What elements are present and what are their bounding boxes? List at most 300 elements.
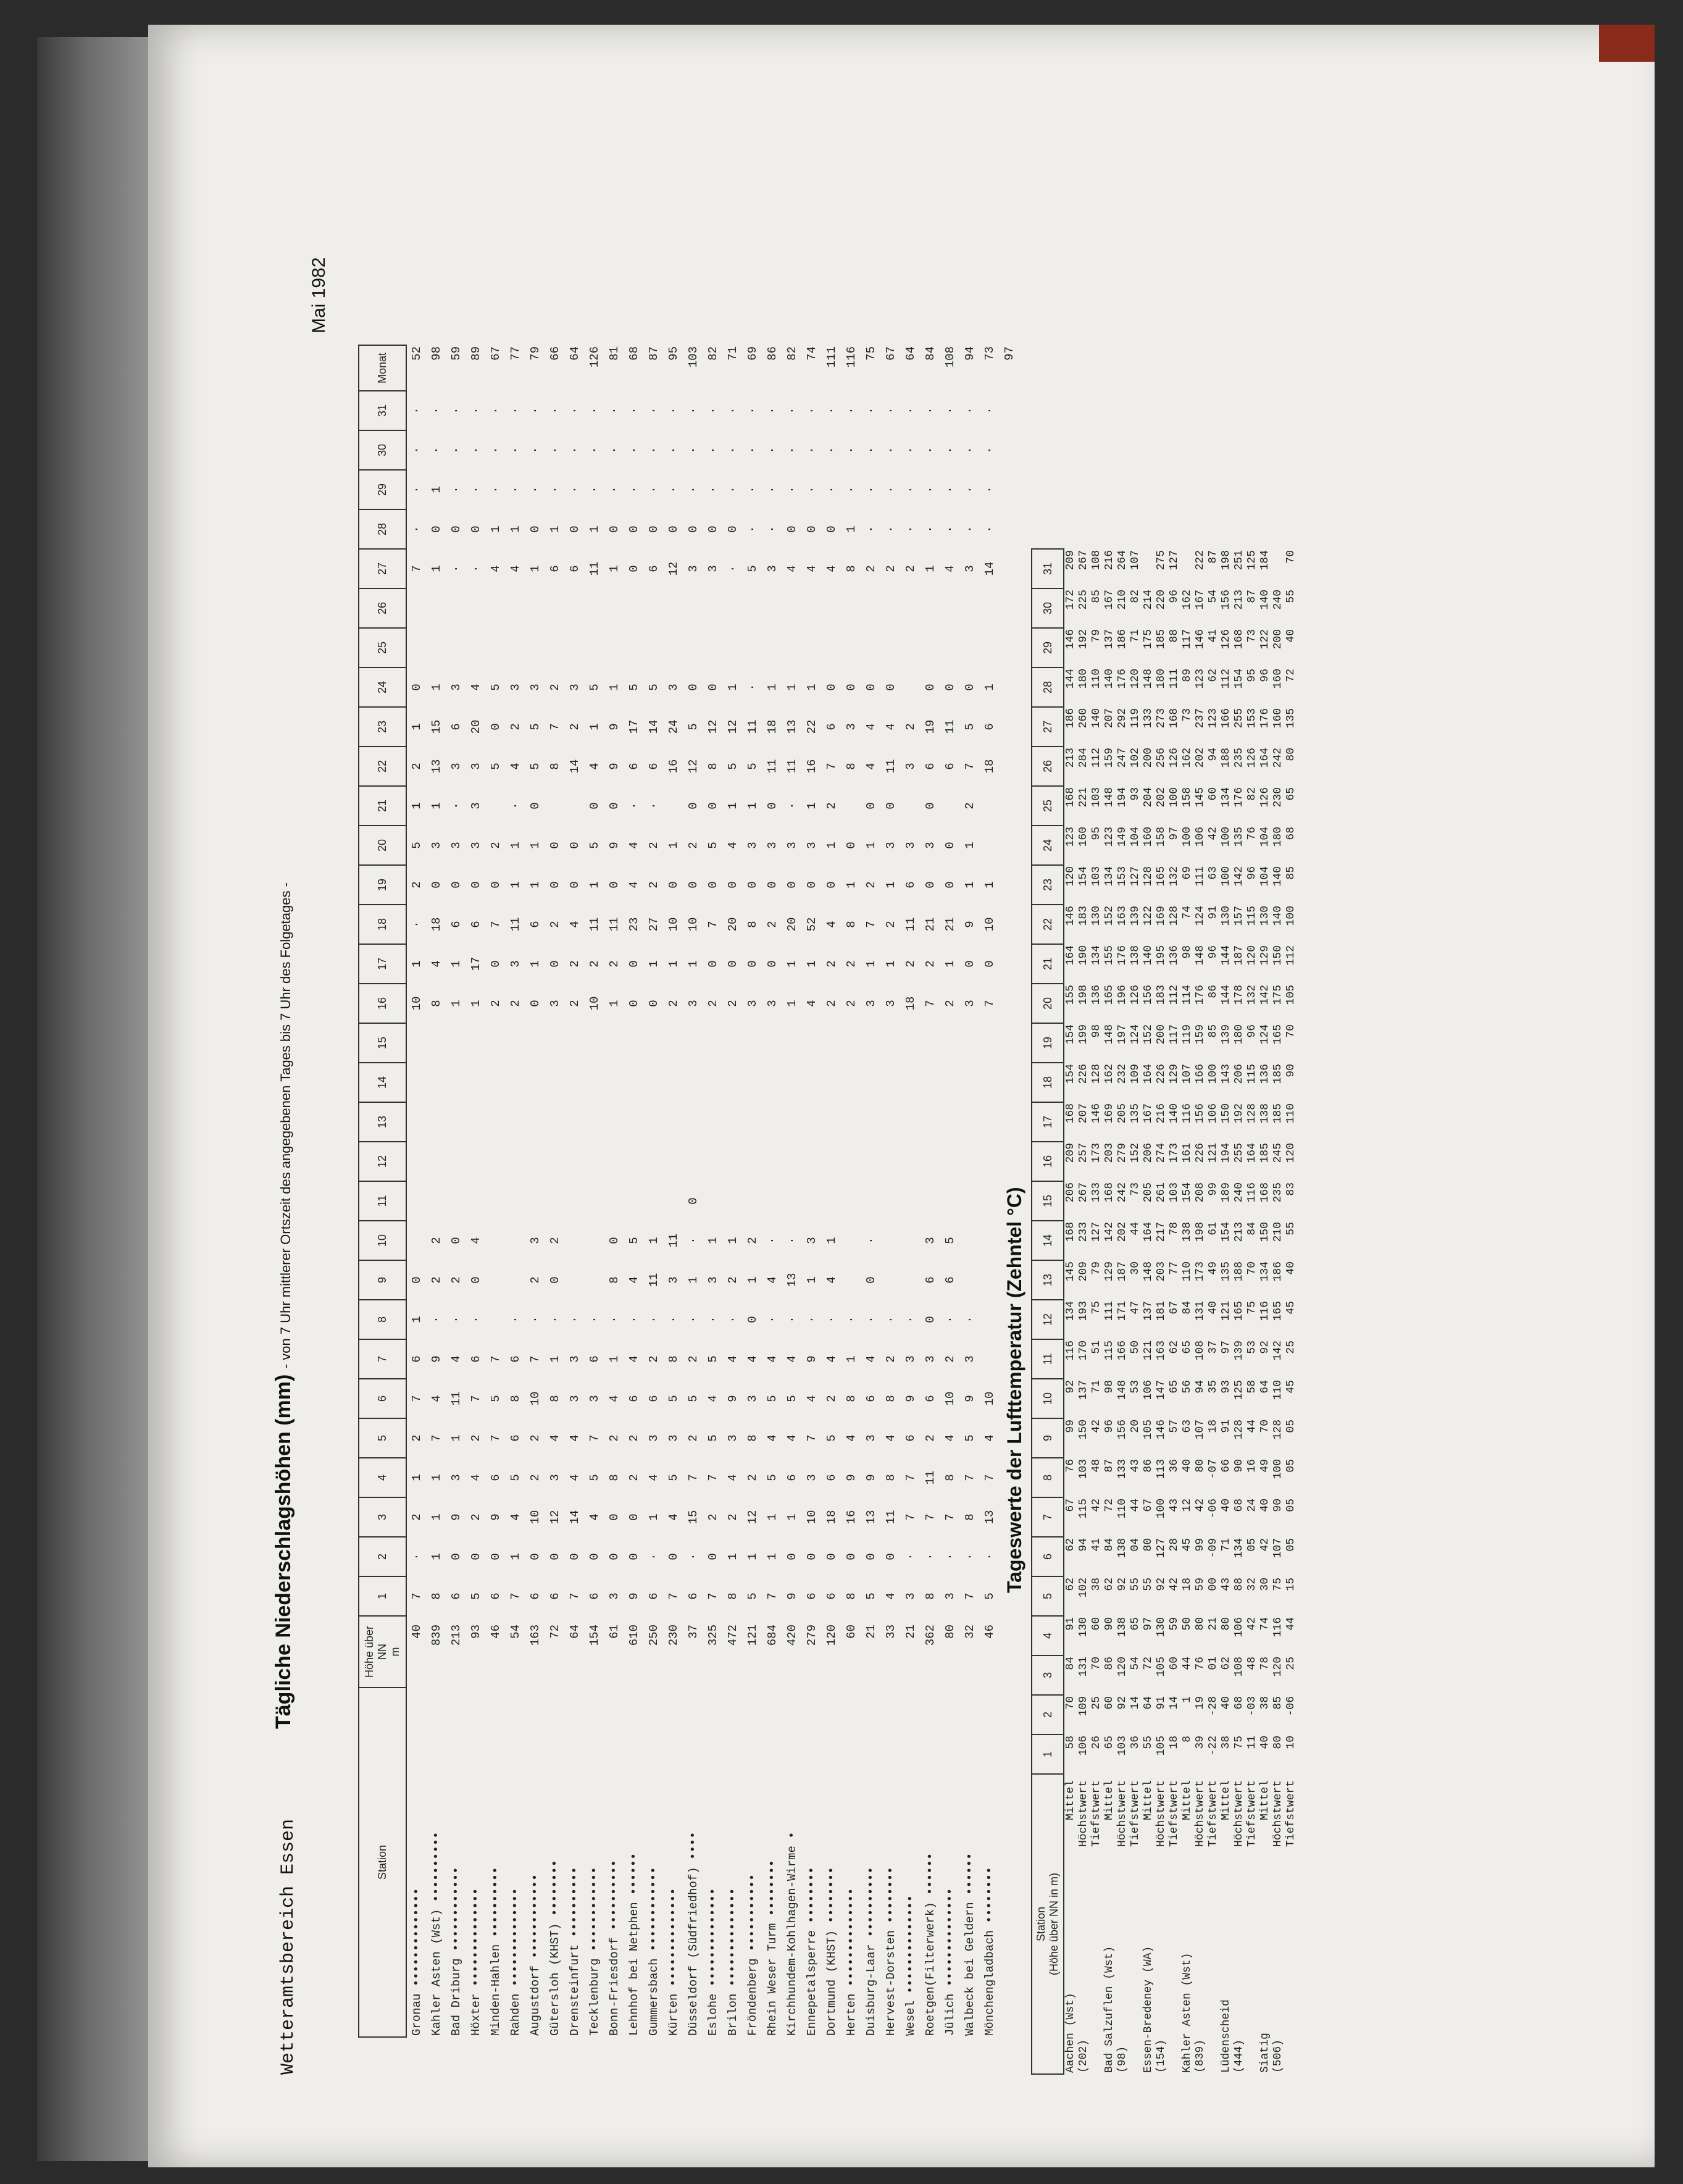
precip-value: [585, 1221, 604, 1260]
precip-value: [901, 628, 921, 667]
precip-month-total: 97: [1003, 346, 1016, 361]
precip-value: ·: [785, 1237, 799, 1244]
temp-value: 40: [1220, 1696, 1232, 1710]
precip-value: [881, 1102, 901, 1142]
temp-row: [1246, 549, 1259, 2074]
precip-col-day: 24: [359, 667, 406, 707]
precip-value: 5: [509, 1474, 522, 1481]
temp-value: 130: [1259, 906, 1271, 926]
precip-value: 6: [588, 1592, 601, 1600]
precip-value: 6: [647, 1395, 661, 1402]
temp-value: 15: [1285, 1578, 1297, 1591]
precip-value: 3: [924, 1355, 937, 1363]
temp-value: 112: [1090, 748, 1103, 768]
precip-value: 0: [687, 1197, 700, 1205]
precip-value: 11: [785, 759, 799, 774]
temp-value: 156: [1142, 985, 1155, 1005]
precip-value: 20: [726, 917, 740, 932]
precip-value: [466, 1063, 486, 1102]
precip-value: [802, 1063, 822, 1102]
precip-value: 0: [864, 1276, 878, 1284]
precip-value: 6: [588, 1355, 601, 1363]
precip-value: [980, 1339, 1000, 1379]
temp-value: 50: [1181, 1617, 1193, 1631]
precip-value: 1: [430, 802, 443, 810]
precip-value: [565, 1102, 585, 1142]
precip-value: 4: [825, 565, 838, 572]
precip-value: 2: [884, 921, 898, 928]
precip-station-name: Fröndenberg •••••••••••: [746, 1873, 759, 2036]
temp-value: 145: [1064, 1261, 1077, 1282]
precip-value: [822, 628, 842, 667]
precip-value: 8: [608, 1474, 621, 1481]
temp-value: 123: [1103, 827, 1116, 847]
temp-value: 136: [1168, 945, 1180, 966]
precip-value: [822, 1023, 842, 1063]
precip-value: [446, 1102, 466, 1142]
precip-month-total: 87: [647, 346, 661, 361]
temp-value: 85: [1272, 1696, 1284, 1710]
precip-value: 5: [766, 1395, 779, 1402]
precip-station-name: Gummersbach ••••••••••••: [647, 1867, 661, 2036]
precip-value: 6: [647, 763, 661, 770]
precip-value: ·: [746, 446, 759, 454]
precip-value: 4: [943, 1434, 957, 1442]
precip-value: ·: [726, 565, 740, 572]
precip-value: ·: [785, 407, 799, 414]
temp-value: 225: [1077, 590, 1090, 610]
precip-value: 1: [430, 1474, 443, 1481]
precip-value: 3: [845, 723, 858, 730]
temp-value: 149: [1116, 827, 1129, 847]
precip-value: 0: [943, 684, 957, 691]
temp-value: 148: [1194, 945, 1206, 966]
precip-value: ·: [588, 486, 601, 493]
temp-station: [1090, 1886, 1103, 2074]
temp-value: 45: [1285, 1380, 1297, 1394]
temp-value: 264: [1116, 550, 1129, 571]
temp-value: 144: [1220, 985, 1232, 1005]
precip-value: 1: [430, 565, 443, 572]
precip-value: 3: [528, 684, 542, 691]
precip-value: 0: [924, 684, 937, 691]
temp-value: 232: [1116, 1064, 1129, 1084]
precip-value: [842, 628, 861, 667]
precip-value: [644, 1142, 664, 1181]
precip-value: [782, 628, 802, 667]
temp-value: 53: [1129, 1380, 1142, 1394]
precip-value: [545, 628, 565, 667]
temp-value: 43: [1220, 1578, 1232, 1591]
precip-station-height: 80: [943, 1625, 957, 1639]
temp-value: 41: [1207, 629, 1219, 643]
precip-row: [683, 345, 703, 2037]
temp-row: [1168, 549, 1181, 2074]
temp-col-day: 19: [1032, 1023, 1064, 1063]
precip-value: 1: [410, 1316, 424, 1323]
precip-value: [624, 628, 644, 667]
precip-station-name: Walbeck bei Geldern ••••••: [963, 1852, 977, 2036]
precip-value: 8: [845, 565, 858, 572]
precip-value: ·: [963, 1553, 977, 1560]
precip-value: 3: [963, 1355, 977, 1363]
temp-value: 138: [1129, 945, 1142, 966]
temp-value: 128: [1272, 1420, 1284, 1440]
temp-value: 111: [1103, 1301, 1116, 1321]
temp-value: 103: [1168, 1182, 1180, 1203]
temp-value: 65: [1285, 787, 1297, 801]
temp-value: 16: [1246, 1459, 1258, 1473]
precip-value: 5: [746, 763, 759, 770]
temp-value: 55: [1129, 1578, 1142, 1591]
precip-month-total: 74: [805, 346, 819, 361]
precip-value: 11: [608, 917, 621, 932]
temp-value: 01: [1207, 1657, 1219, 1670]
precip-value: 4: [845, 1434, 858, 1442]
precip-value: 4: [568, 1474, 582, 1481]
temp-value: 168: [1168, 708, 1180, 729]
precip-value: 0: [528, 1000, 542, 1007]
precip-month-total: 95: [667, 346, 680, 361]
precip-value: [842, 1260, 861, 1300]
precip-value: 2: [746, 1474, 759, 1481]
precip-value: ·: [410, 525, 424, 533]
precip-value: 3: [509, 684, 522, 691]
temp-value: 62: [1207, 669, 1219, 682]
precip-value: [545, 1181, 565, 1221]
precip-value: 3: [864, 1434, 878, 1442]
precip-value: ·: [766, 1237, 779, 1244]
precip-value: ·: [667, 1316, 680, 1323]
temp-value: 139: [1129, 906, 1142, 926]
temp-value: 114: [1181, 985, 1193, 1005]
precip-value: 4: [489, 565, 503, 572]
temp-value: 42: [1168, 1578, 1180, 1591]
precip-value: 7: [864, 921, 878, 928]
precip-value: 3: [746, 1395, 759, 1402]
temp-value: 96: [1259, 669, 1271, 682]
temp-value: 257: [1077, 1143, 1090, 1163]
precip-value: 27: [647, 917, 661, 932]
precip-value: 8: [963, 1513, 977, 1521]
precip-value: 2: [884, 565, 898, 572]
temp-value: 164: [1259, 748, 1271, 768]
precip-value: [644, 1102, 664, 1142]
temp-col-station: [1032, 1774, 1064, 2074]
precip-station-name: Höxter ••••••••••••••: [469, 1888, 483, 2036]
precip-value: ·: [785, 1316, 799, 1323]
precip-value: [881, 1023, 901, 1063]
precip-station-height: 420: [785, 1625, 799, 1646]
precip-value: ·: [943, 1553, 957, 1560]
precip-value: ·: [687, 407, 700, 414]
temp-value: 131: [1194, 1301, 1206, 1321]
precip-value: 4: [647, 1474, 661, 1481]
precip-value: [980, 1300, 1000, 1339]
precip-value: [703, 1063, 723, 1102]
precip-value: 0: [410, 684, 424, 691]
temp-value: 209: [1077, 1261, 1090, 1282]
temp-value: 73: [1246, 629, 1258, 643]
temp-value: 116: [1259, 1301, 1271, 1321]
temp-col-day: 8: [1032, 1458, 1064, 1497]
precip-col-day: 18: [359, 905, 406, 944]
precip-value: 0: [785, 525, 799, 533]
precip-value: ·: [528, 446, 542, 454]
precip-value: 0: [528, 802, 542, 810]
precip-row: [545, 345, 565, 2037]
precip-value: 4: [766, 1434, 779, 1442]
precip-col-day: 17: [359, 944, 406, 984]
precip-value: 0: [805, 525, 819, 533]
precip-value: [802, 1102, 822, 1142]
precip-value: 5: [528, 723, 542, 730]
precip-row: [743, 345, 762, 2037]
precip-value: ·: [647, 802, 661, 810]
temp-value: 166: [1220, 708, 1232, 729]
precip-station-name: Gronau ••••••••••••••: [410, 1888, 424, 2036]
precip-table: [358, 345, 1019, 2038]
temp-value: 130: [1090, 906, 1103, 926]
temp-value: 153: [1246, 708, 1258, 729]
temp-station: Aachen (Wst): [1064, 1993, 1077, 2073]
precip-value: 16: [845, 1510, 858, 1525]
precip-value: 6: [469, 921, 483, 928]
precip-value: [624, 588, 644, 628]
precip-value: 4: [864, 723, 878, 730]
temp-value: 97: [1142, 1617, 1155, 1631]
temp-value: 171: [1116, 1301, 1129, 1321]
precip-value: ·: [825, 446, 838, 454]
temp-value: 140: [1259, 590, 1271, 610]
precip-value: 0: [608, 881, 621, 889]
precip-value: 2: [884, 1355, 898, 1363]
temp-value: 202: [1155, 787, 1167, 808]
precip-station-height: 46: [489, 1625, 503, 1639]
temp-value: 138: [1259, 1103, 1271, 1124]
precip-col-day: 2: [359, 1537, 406, 1576]
precip-value: ·: [627, 407, 641, 414]
temp-value: 261: [1155, 1182, 1167, 1203]
precip-value: [585, 588, 604, 628]
precip-station-name: Augustdorf ••••••••••••: [528, 1873, 542, 2036]
precip-value: 5: [489, 763, 503, 770]
precip-value: [506, 1102, 525, 1142]
precip-value: 2: [864, 881, 878, 889]
precip-value: 9: [845, 1474, 858, 1481]
precip-value: ·: [588, 1316, 601, 1323]
precip-value: 0: [943, 842, 957, 849]
temp-value: 44: [1129, 1499, 1142, 1512]
temp-value: 80: [1194, 1459, 1206, 1473]
temp-value: 97: [1168, 827, 1180, 840]
precip-value: 2: [825, 960, 838, 968]
precip-value: 0: [687, 802, 700, 810]
precip-value: 0: [430, 881, 443, 889]
temp-value: 38: [1220, 1736, 1232, 1749]
precip-value: 2: [943, 1000, 957, 1007]
precip-value: 21: [924, 917, 937, 932]
precip-value: [486, 1221, 506, 1260]
temp-col-day: 25: [1032, 786, 1064, 826]
temp-value: -03: [1246, 1696, 1258, 1717]
precip-value: 2: [825, 1395, 838, 1402]
precip-value: 7: [548, 723, 562, 730]
temp-value: 124: [1129, 1024, 1142, 1045]
precip-value: 7: [469, 1395, 483, 1402]
temp-value: 100: [1220, 827, 1232, 847]
precip-value: 0: [627, 1553, 641, 1560]
precip-station-height: 21: [864, 1625, 878, 1639]
precip-value: 2: [430, 1276, 443, 1284]
temp-value: 167: [1142, 1103, 1155, 1124]
precip-value: 11: [884, 1510, 898, 1525]
precip-value: 8: [884, 1395, 898, 1402]
temp-value: 108: [1233, 1657, 1245, 1677]
precip-value: ·: [706, 486, 720, 493]
precip-value: 2: [825, 802, 838, 810]
precip-col-day: 31: [359, 391, 406, 430]
temp-value: 107: [1129, 550, 1142, 571]
precip-month-total: 73: [983, 346, 996, 361]
temp-value: 38: [1090, 1578, 1103, 1591]
precip-value: 1: [785, 1000, 799, 1007]
precip-value: ·: [864, 407, 878, 414]
temp-value: 128: [1168, 906, 1180, 926]
temp-value: 240: [1272, 590, 1284, 610]
precip-value: ·: [963, 407, 977, 414]
precip-value: [703, 628, 723, 667]
temp-value: 96: [1103, 1420, 1116, 1433]
precip-value: [683, 1063, 703, 1102]
precip-empty-cell: [1000, 470, 1019, 509]
precip-value: 0: [726, 525, 740, 533]
temp-value: 194: [1116, 787, 1129, 808]
temp-value: 130: [1077, 1617, 1090, 1638]
precip-value: [842, 588, 861, 628]
precip-value: 9: [963, 1395, 977, 1402]
precip-value: 5: [627, 684, 641, 691]
precip-value: [525, 1181, 545, 1221]
precip-value: 0: [449, 1237, 463, 1244]
temp-value: 161: [1181, 1143, 1193, 1163]
temp-kind: Höchstwert: [1116, 1780, 1129, 1847]
precip-value: 7: [983, 1000, 996, 1007]
temp-value: 158: [1181, 787, 1193, 808]
temp-value: 157: [1233, 906, 1245, 926]
precip-value: [881, 1142, 901, 1181]
temp-value: 156: [1194, 1103, 1206, 1124]
precip-row: [901, 345, 921, 2037]
precip-station-name: Jülich ••••••••••••••: [943, 1888, 957, 2036]
temp-value: 85: [1207, 1024, 1219, 1038]
precip-value: 0: [548, 881, 562, 889]
precip-value: 12: [706, 719, 720, 734]
temp-value: 70: [1285, 550, 1297, 564]
precip-value: [486, 1260, 506, 1300]
precip-value: 2: [568, 1000, 582, 1007]
precip-value: 0: [687, 881, 700, 889]
precip-value: ·: [528, 1316, 542, 1323]
precip-value: 10: [983, 917, 996, 932]
precip-station-name: Mönchengladbach ••••••••: [983, 1867, 996, 2036]
temp-value: 164: [1064, 945, 1077, 966]
precip-value: 8: [845, 763, 858, 770]
precip-value: 0: [608, 1553, 621, 1560]
precip-month-total: 103: [687, 346, 700, 368]
precip-value: [960, 1023, 980, 1063]
precip-value: 1: [726, 1237, 740, 1244]
temp-col-station-text: Station: [1035, 1906, 1047, 1942]
precip-value: 1: [528, 842, 542, 849]
precip-value: [822, 588, 842, 628]
precip-row: [466, 345, 486, 2037]
temp-value: 61: [1207, 1222, 1219, 1236]
precip-value: ·: [904, 446, 917, 454]
precip-station-height: 72: [548, 1625, 562, 1639]
precip-value: ·: [430, 407, 443, 414]
precip-value: 3: [805, 842, 819, 849]
precip-value: 3: [884, 842, 898, 849]
precip-value: 4: [825, 1355, 838, 1363]
precip-value: 14: [983, 561, 996, 576]
precip-value: 9: [489, 1513, 503, 1521]
precip-value: ·: [924, 446, 937, 454]
temp-value: 122: [1142, 906, 1155, 926]
temp-value: 194: [1220, 1143, 1232, 1163]
temp-value: 106: [1207, 1103, 1219, 1124]
precip-value: [624, 1063, 644, 1102]
precip-col-day: 3: [359, 1497, 406, 1537]
precip-value: 3: [430, 842, 443, 849]
temp-value: 69: [1181, 866, 1193, 880]
precip-value: 1: [410, 960, 424, 968]
temp-value: 77: [1168, 1261, 1180, 1275]
temp-value: 100: [1181, 827, 1193, 847]
precip-value: 1: [687, 960, 700, 968]
temp-row: [1233, 549, 1246, 2074]
precip-station-name: Düsseldorf (Südfriedhof) ••••: [687, 1831, 700, 2036]
precip-value: [980, 1063, 1000, 1102]
precip-value: ·: [509, 486, 522, 493]
precip-value: 1: [608, 1000, 621, 1007]
temp-value: 150: [1259, 1222, 1271, 1242]
temp-col-day: 6: [1032, 1537, 1064, 1576]
precip-value: 4: [469, 1237, 483, 1244]
temp-value: 199: [1077, 1024, 1090, 1045]
temp-value: 176: [1116, 945, 1129, 966]
precip-value: ·: [687, 1237, 700, 1244]
precip-value: 6: [568, 565, 582, 572]
precip-value: 0: [608, 1237, 621, 1244]
temp-value: 213: [1064, 748, 1077, 768]
temp-col-day: 24: [1032, 826, 1064, 865]
precip-value: [525, 628, 545, 667]
precip-value: ·: [449, 486, 463, 493]
temp-value: 206: [1233, 1064, 1245, 1084]
temp-value: 96: [1207, 945, 1219, 959]
temp-value: 71: [1129, 629, 1142, 643]
precip-value: 0: [528, 1553, 542, 1560]
precip-value: 15: [430, 719, 443, 734]
temp-value: 70: [1090, 1657, 1103, 1670]
temp-kind: Höchstwert: [1233, 1780, 1245, 1847]
temp-value: 206: [1142, 1143, 1155, 1163]
precip-value: 0: [864, 684, 878, 691]
precip-col-day: 9: [359, 1260, 406, 1300]
precip-value: 0: [548, 960, 562, 968]
precip-value: 8: [746, 1434, 759, 1442]
